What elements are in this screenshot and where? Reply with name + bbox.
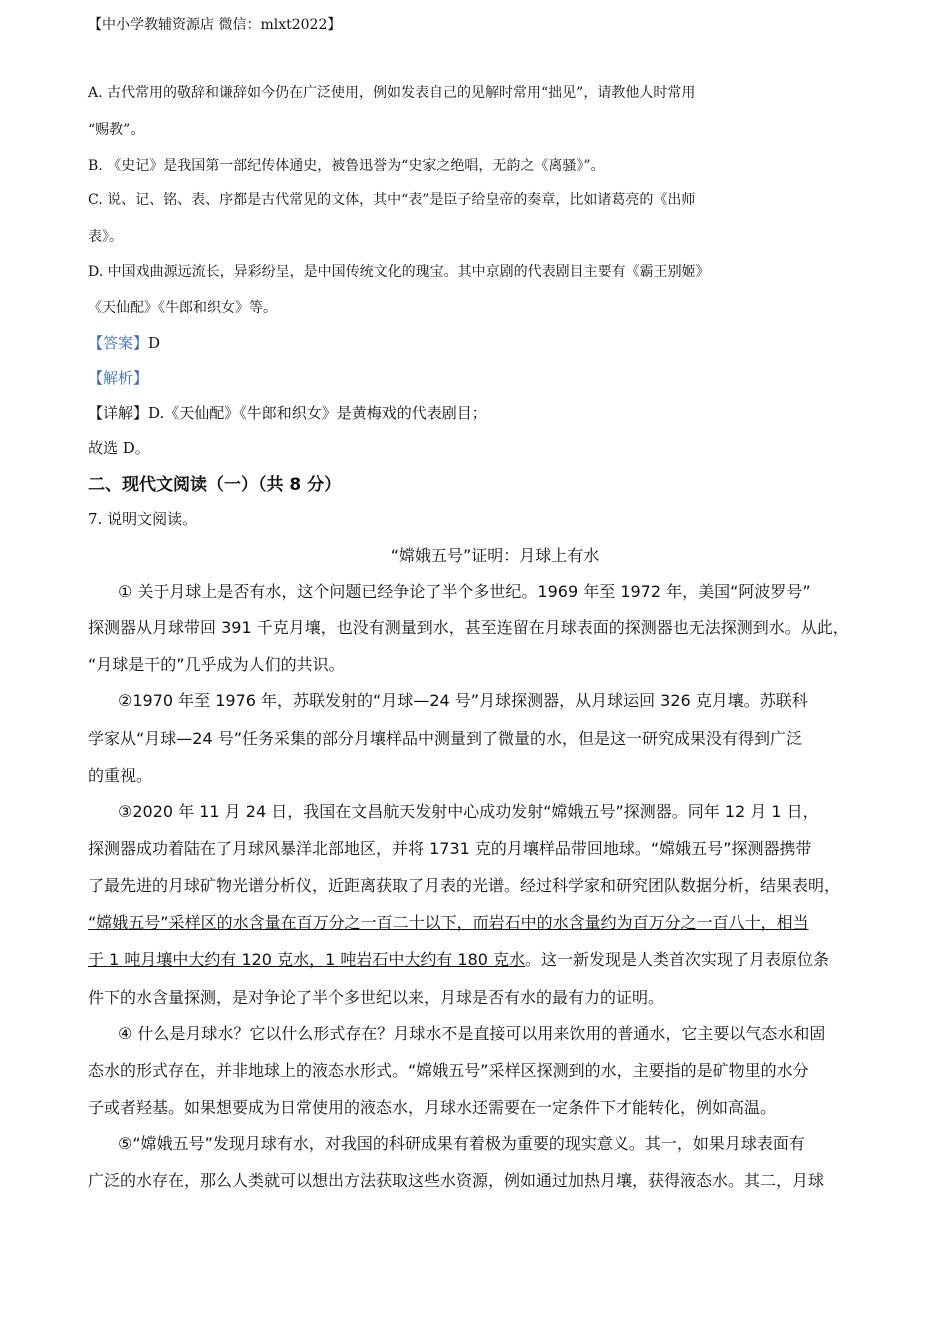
article-p5-line-1: ⑤“嫦娥五号”发现月球有水，对我国的科研成果有着极为重要的现实意义。其一，如果月球表面有 bbox=[118, 1134, 805, 1153]
option-a-line-1: A. 古代常用的敬辞和谦辞如今仍在广泛使用，例如发表自己的见解时常用“拙见”，请教他人时常用 bbox=[88, 85, 696, 101]
article-p5-line-2: 广泛的水存在，那么人类就可以想出方法获取这些水资源，例如通过加热月壤，获得液态水。其二，月球 bbox=[88, 1171, 825, 1190]
article-p2-line-2: 学家从“月球—24 号”任务采集的部分月壤样品中测量到了微量的水，但是这一研究成果没有得到广泛 bbox=[88, 729, 803, 748]
article-p3-line-4-underlined: “嫦娥五号”采样区的水含量在百万分之一百二十以下，而岩石中的水含量约为百万分之一百八十，相当 bbox=[88, 913, 809, 932]
article-p3-line-5-rest: 。这一新发现是人类首次实现了月表原位条 bbox=[525, 950, 830, 969]
answer-label: 【答案】 bbox=[88, 334, 149, 352]
option-c-line-1: C. 说、记、铭、表、序都是古代常见的文体，其中“表”是臣子给皇帝的奏章，比如诸葛亮的《出师 bbox=[88, 192, 696, 208]
article-p3-line-1: ③2020 年 11 月 24 日，我国在文昌航天发射中心成功发射“嫦娥五号”探测器。同年 12 月 1 日， bbox=[118, 802, 819, 821]
article-title: “嫦娥五号”证明：月球上有水 bbox=[390, 546, 600, 565]
option-b-line-1: B. 《史记》是我国第一部纪传体通史，被鲁迅誉为“史家之绝唱，无韵之《离骚》”。 bbox=[88, 158, 605, 174]
article-p3-line-2: 探测器成功着陆在了月球风暴洋北部地区，并将 1731 克的月壤样品带回地球。“嫦娥五号”探测器携带 bbox=[88, 839, 812, 858]
article-p2-line-1: ②1970 年至 1976 年，苏联发射的“月球—24 号”月球探测器，从月球运回 326 克月壤。苏联科 bbox=[118, 691, 808, 710]
section-title: 二、现代文阅读（一）（共 8 分） bbox=[88, 475, 342, 495]
page-header: 【中小学教辅资源店 微信：mlxt2022】 bbox=[88, 17, 342, 33]
analysis-label: 【解析】 bbox=[88, 369, 149, 387]
question-label: 7. 说明文阅读。 bbox=[88, 510, 198, 528]
option-d-line-2: 《天仙配》《牛郎和织女》等。 bbox=[88, 300, 277, 316]
article-p1-line-3: “月球是干的”几乎成为人们的共识。 bbox=[88, 655, 345, 674]
analysis-conclusion: 故选 D。 bbox=[88, 439, 150, 457]
article-p1-line-2: 探测器从月球带回 391 千克月壤，也没有测量到水，甚至连留在月球表面的探测器也无法探测到水。从此， bbox=[88, 618, 849, 637]
article-p4-line-1: ④ 什么是月球水？它以什么形式存在？月球水不是直接可以用来饮用的普通水，它主要以气态水和固 bbox=[118, 1024, 826, 1043]
analysis-detail: 【详解】D.《天仙配》《牛郎和织女》是黄梅戏的代表剧目； bbox=[88, 404, 487, 422]
article-p2-line-3: 的重视。 bbox=[88, 766, 153, 785]
option-a-line-2: “赐教”。 bbox=[88, 122, 145, 138]
answer-line bbox=[88, 332, 160, 353]
article-p3-line-5-underlined: 于 1 吨月壤中大约有 120 克水，1 吨岩石中大约有 180 克水 bbox=[88, 950, 526, 969]
option-d-line-1: D. 中国戏曲源远流长，异彩纷呈，是中国传统文化的瑰宝。其中京剧的代表剧目主要有《霸王别姬》 bbox=[88, 264, 710, 280]
article-p3-line-6: 件下的水含量探测，是对争论了半个多世纪以来，月球是否有水的最有力的证明。 bbox=[88, 988, 665, 1007]
article-p4-line-3: 子或者羟基。如果想要成为日常使用的液态水，月球水还需要在一定条件下才能转化，例如高温。 bbox=[88, 1098, 777, 1117]
article-p1-line-1: ① 关于月球上是否有水，这个问题已经争论了半个多世纪。1969 年至 1972 年，美国“阿波罗号” bbox=[118, 582, 811, 601]
article-p4-line-2: 态水的形式存在，并非地球上的液态水形式。“嫦娥五号”采样区探测到的水，主要指的是矿物里的水分 bbox=[88, 1061, 809, 1080]
option-c-line-2: 表》。 bbox=[88, 229, 123, 245]
article-p3-line-3: 了最先进的月球矿物光谱分析仪，近距离获取了月表的光谱。经过科学家和研究团队数据分析，结果表明， bbox=[88, 876, 841, 895]
answer-value: D bbox=[148, 334, 161, 352]
article-p3-line-5 bbox=[88, 947, 829, 970]
